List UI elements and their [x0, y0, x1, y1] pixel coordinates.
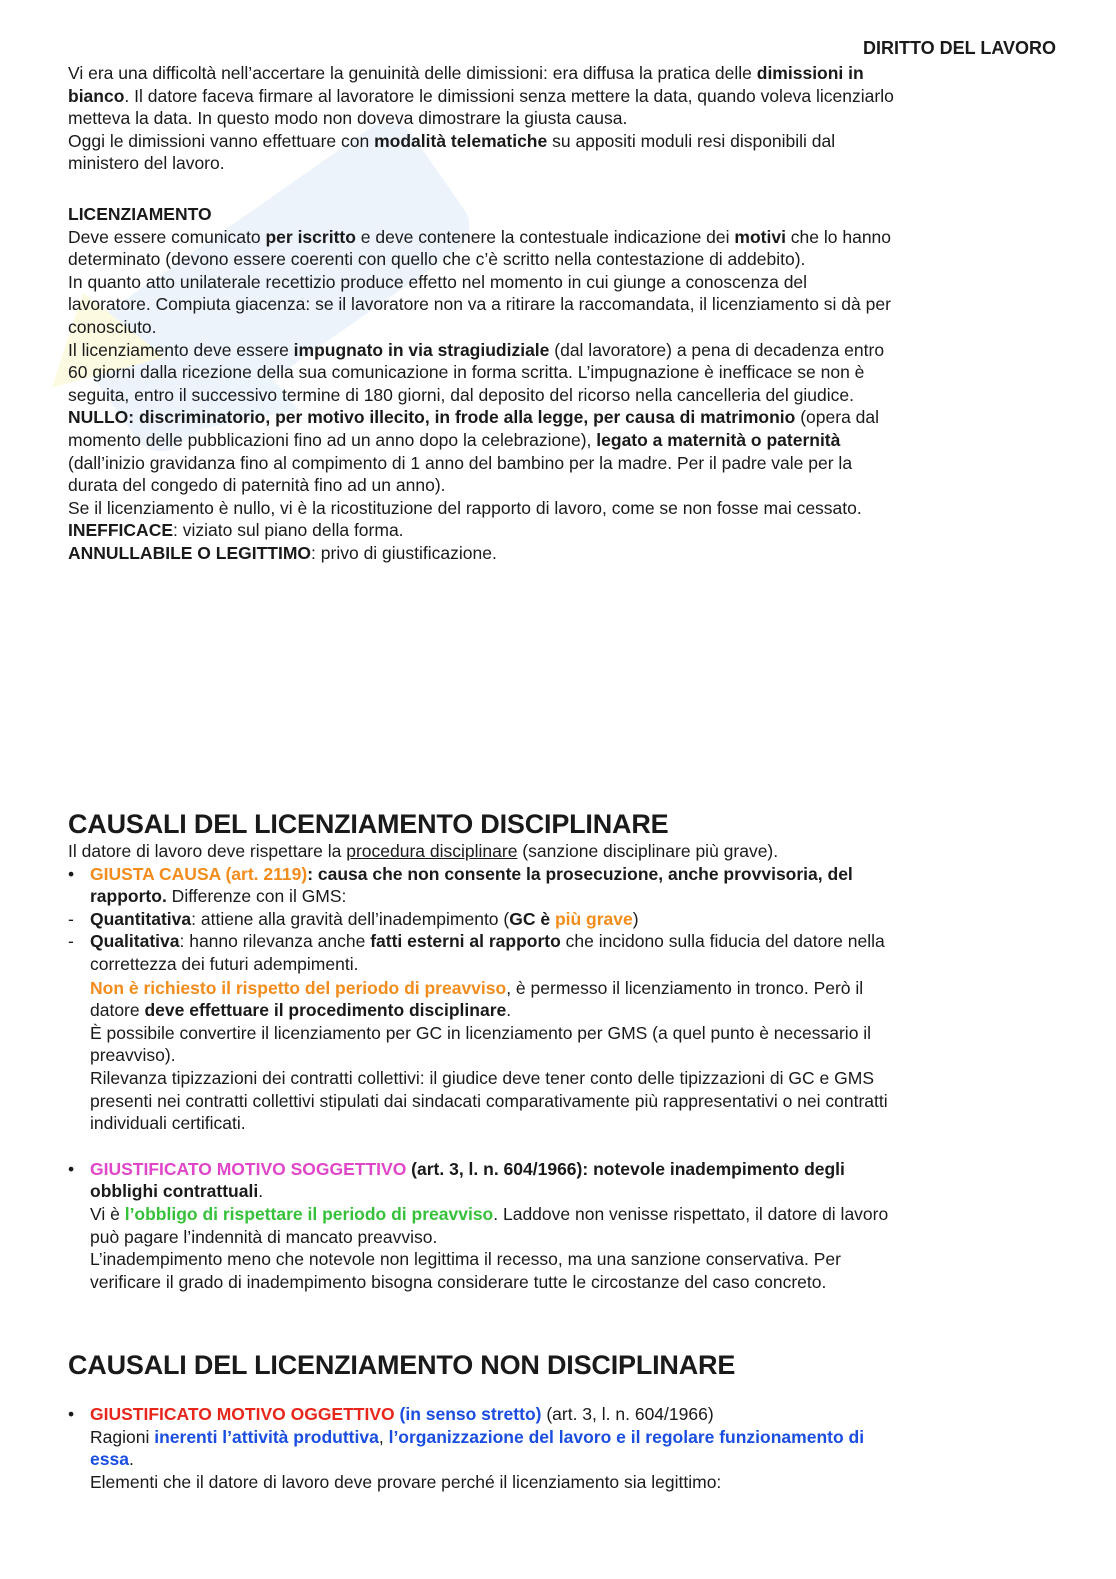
list-item-qualitativa: - Qualitativa: hanno rilevanza anche fatti esterni al rapporto che incidono sulla fiducia del datore nella correttezza dei futuri adempimenti. — [68, 931, 885, 974]
list-item-giusta-causa: • GIUSTA CAUSA (art. 2119): causa che non consente la prosecuzione, anche provvisoria, del rapporto. Differenze con il GMS: — [68, 863, 853, 907]
licenziamento-section — [68, 203, 1058, 565]
disciplinare-intro: Il datore di lavoro deve rispettare la procedura disciplinare (sanzione disciplinare più grave). — [68, 841, 779, 861]
non-disciplinare-heading: CAUSALI DEL LICENZIAMENTO NON DISCIPLINARE — [68, 1350, 736, 1380]
disciplinare-heading: CAUSALI DEL LICENZIAMENTO DISCIPLINARE — [68, 809, 669, 839]
intro-paragraph-2: Oggi le dimissioni vanno effettuare con modalità telematiche su appositi moduli resi disponibili dal ministero del lavoro. — [68, 130, 836, 174]
disciplinare-section — [68, 808, 1058, 1293]
page-header: DIRITTO DEL LAVORO — [862, 38, 1056, 58]
licenziamento-body: Deve essere comunicato per iscritto e deve contenere la contestuale indicazione dei motivi che lo hanno determinato (devono essere coerenti con quello che c’è scritto nella contestazione di addebito). In quanto atto unilaterale recettizio produce effetto nel momento in cui giunge a conoscenza del lavoratore. Compiuta giacenza: se il lavoratore non va a ritirare la raccomandata, il licenziamento si dà per conosciuto. Il licenziamento deve essere impugnato in via stragiudiziale (dal lavoratore) a pena di decadenza entro 60 giorni dalla ricezione della sua comunicazione in forma scritta. L’impugnazione è inefficace se non è seguita, entro il successivo termine di 180 giorni, dal deposito del ricorso nella cancelleria del giudice. NULLO: discriminatorio, per motivo illecito, in frode alla legge, per causa di matrimonio (opera dal momento delle pubblicazioni fino ad un anno dopo la celebrazione), legato a maternità o paternità (dall’inizio gravidanza fino al compimento di 1 anno del bambino per la madre. Per il padre vale per la durata del congedo di paternità fino ad un anno). Se il licenziamento è nullo, vi è la ricostituzione del rapporto di lavoro, come se non fosse mai cessato. INEFFICACE: viziato sul piano della forma. ANNULLABILE O LEGITTIMO: privo di giustificazione. — [68, 226, 892, 563]
intro-paragraph-1: Vi era una difficoltà nell’accertare la genuinità delle dimissioni: era diffusa la pratica delle dimissioni in bianco. Il datore faceva firmare al lavoratore le dimissioni senza mettere la data, quando voleva licenziarlo metteva la data. In questo modo non doveva dimostrare la giusta causa. — [68, 63, 894, 129]
non-disciplinare-section — [68, 1349, 1058, 1493]
preavviso-paragraph: Non è richiesto il rispetto del periodo di preavviso, è permesso il licenziamento in tronco. Però il datore deve effettuare il procedimento disciplinare. È possibile convertire il licenziamento per GC in licenziamento per GMS (a quel punto è necessario il preavviso). Rilevanza tipizzazioni dei contratti collettivi: il giudice deve tener conto delle tipizzazioni di GC e GMS presenti nei contratti collettivi stipulati dai sindacati comparativamente più rappresentativi o nei contratti individuali certificati. — [90, 977, 888, 1134]
licenziamento-title: LICENZIAMENTO — [68, 204, 212, 224]
list-item-gmo: • GIUSTIFICATO MOTIVO OGGETTIVO (in senso stretto) (art. 3, l. n. 604/1966) Ragioni inerenti l’attività produttiva, l’organizzazione del lavoro e il regolare funzionamento di essa. Elementi che il datore di lavoro deve provare perché il licenziamento sia legittimo: — [68, 1404, 865, 1492]
list-item-gms: • GIUSTIFICATO MOTIVO SOGGETTIVO (art. 3, l. n. 604/1966): notevole inadempimento degli obblighi contrattuali. Vi è l’obbligo di rispettare il periodo di preavviso. Laddove non venisse rispettato, il datore di lavoro può pagare l’indennità di mancato preavviso. L’inadempimento meno che notevole non legittima il recesso, ma una sanzione conservativa. Per verificare il grado di inadempimento bisogna considerare tutte le circostanze del caso concreto. — [68, 1158, 889, 1292]
list-item-quantitativa: - Quantitativa: attiene alla gravità dell’inadempimento (GC è più grave) — [68, 908, 639, 929]
intro-section — [68, 62, 1058, 175]
